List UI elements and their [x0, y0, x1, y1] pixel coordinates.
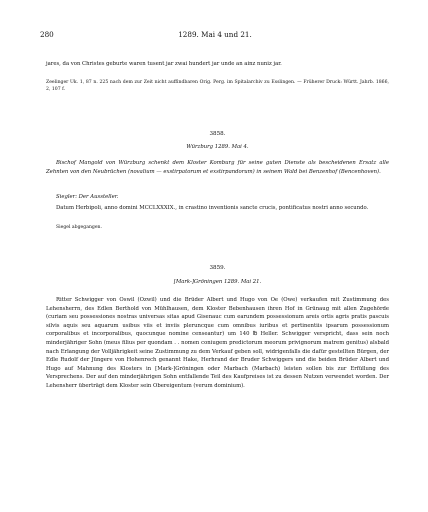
page-number: 280 [40, 30, 54, 39]
page-header [40, 30, 390, 42]
source-note: Zeelinger Uk. 1, 87 n. 225 nach dem zur Zeit nicht auffindbaren Orig. Perg. im Spitalarchiv zu Esslingen. — Früherer Druck: Württ. Jahrb. 1866, 2, 107 f. [46, 80, 389, 92]
running-head: 1289. Mai 4 und 21. [178, 30, 252, 39]
doc-body-3859: Ritter Schwigger von Oswil (Ozwil) und die Brüder Albert und Hugo von Oe (Owe) verkaufen mit Zustimmung des Lehensherrn, des Edlen Berthold von Mühlhausen, dem Kloster Bebenhausen ihren Hof in Grünaug mit allen Zugehörde (curiam seu possessiones nostras universas sitas apud Gisenauc cum earundem possessionum areis ortis agris pratis pascuis silvis aquis seu aquarum usibus viis et inviis pleruncque cum omnibus iuribus et pertinentiis ipsarum possessionum corporalibus et incorporalibus, quocunque nomine censeantur) um 140 ℔ Heller. Schwigger verspricht, dass sein noch minderjähriger Sohn (meus filius per quondam . . nomen coniugem predictorum meorum privignorum matrem genitus) alsbald nach Erlangung der Volljährigkeit seine Zustimmung zu dem Verkauf geben soll, widrigenfalls die dafür gestellten Bürgen, der Edle Rudolf der Jüngere von Hohenrech genannt Hake, Herhrand der Bruder Schwiggers und die beiden Brüder Albert und Hugo auf Mahnung des Klosters in [Mark-]Gröningen oder Marbach (Marbach) leisten sollen bis zur Erfüllung des Versprechens. Der auf den minderjährigen Sohn entfallende Teil des Kaufpreises ist zu dessen Nutzen verwendet worden. Der Lehensherr überträgt dem Kloster sein Obereigentum (verum dominium). [46, 297, 389, 389]
doc-datum-3858: Datum Herbipoli, anno domini MCCLXXXIX., in crastino inventionis sancte crucis, pontificatus nostri anno secundo. [56, 205, 369, 211]
doc-number-3858: 3858. [209, 131, 226, 137]
doc-regest-3858: Bischof Mangold von Würzburg schenkt dem Kloster Komburg für seine guten Dienste als bescheidenen Ersatz alle Zehnten von den Neubrüchen (novalium — exstirpatorum et exstirpandorum) in seinem Wald bei Benzenhof (Bencenhoven). [46, 160, 389, 175]
seal-note-3858: Siegel abgegangen. [56, 225, 102, 230]
continuation-text: jares, da von Christes geburte waren tusent jar zwai hundert jar unde an ainz nuniz jar. [46, 61, 282, 67]
doc-siegler-3858: Siegler: Der Aussteller. [56, 194, 119, 200]
doc-heading-3859: [Mark-]Gröningen 1289. Mai 21. [173, 279, 262, 285]
doc-number-3859: 3859. [209, 265, 226, 271]
doc-heading-3858: Würzburg 1289. Mai 4. [186, 144, 249, 150]
